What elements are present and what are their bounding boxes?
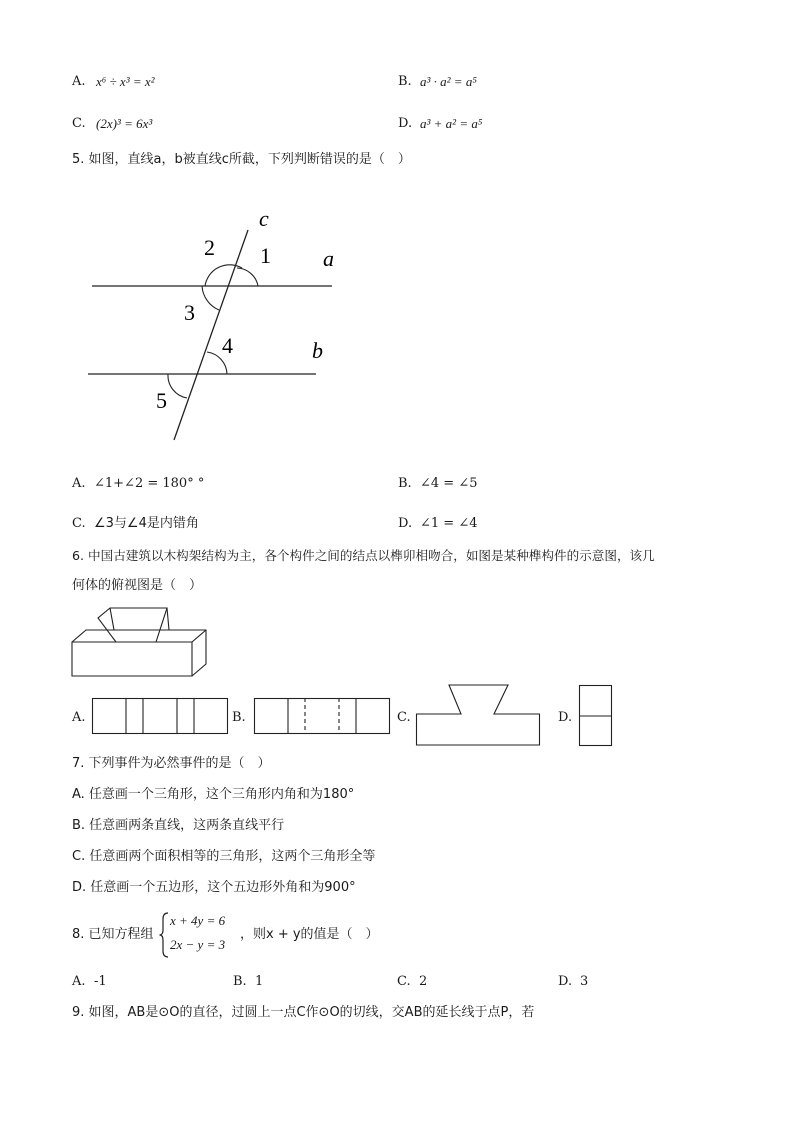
q5-option-b-text: ∠4 = ∠5 (420, 476, 478, 491)
q4-option-a-label: A. (72, 74, 86, 89)
q8-brace (159, 912, 169, 958)
q8-option-a-value: -1 (94, 974, 107, 989)
q8-option-c-label: C. (397, 974, 411, 989)
q8-equation-1: x + 4y = 6 (170, 913, 226, 928)
q9-stem: 9. 如图，AB是⊙O的直径，过圆上一点C作⊙O的切线，交AB的延长线于点P，若 (72, 1005, 535, 1020)
label-angle-1: 1 (260, 243, 271, 268)
q6-option-a-figure (92, 698, 228, 734)
label-a: a (323, 246, 334, 271)
angle-3-arc (202, 286, 219, 310)
q8-option-b-label: B. (233, 974, 247, 989)
q6-mortise-block-figure (72, 604, 208, 678)
label-b: b (312, 338, 323, 363)
q4-option-a-expr: x⁶ ÷ x³ = x² (96, 74, 155, 89)
angle-2-arc (205, 265, 242, 286)
label-angle-3: 3 (184, 300, 195, 325)
q4-option-c-label: C. (72, 116, 86, 131)
q6-option-b-label: B. (232, 710, 246, 725)
q8-stem-prefix: 8. 已知方程组 (72, 927, 154, 942)
q5-option-d-text: ∠1 = ∠4 (420, 516, 478, 531)
q8-option-a-label: A. (72, 974, 86, 989)
q8-option-d-value: 3 (580, 974, 589, 989)
q8-equation-2: 2x − y = 3 (170, 937, 226, 952)
q5-option-a-text: ∠1+∠2 = 180° ° (94, 476, 205, 491)
q5-option-d-label: D. (398, 516, 413, 531)
label-c: c (259, 206, 269, 231)
q4-option-c-expr: (2x)³ = 6x³ (96, 116, 153, 131)
q5-option-b-label: B. (398, 476, 412, 491)
q6-option-c-figure (416, 684, 540, 746)
q4-option-d-label: D. (398, 116, 413, 131)
q7-stem: 7. 下列事件为必然事件的是（ ） (72, 756, 271, 771)
q6-stem-line1: 6. 中国古建筑以木构架结构为主，各个构件之间的结点以榫卯相吻合，如图是某种榫构件的示意图，该几 (72, 548, 655, 563)
q6-option-c-label: C. (397, 710, 411, 725)
label-angle-4: 4 (222, 333, 233, 358)
q6-option-b-figure (254, 698, 390, 734)
q8-stem-suffix: ，则x + y的值是（ ） (240, 927, 379, 942)
line-c (174, 230, 248, 440)
q7-option-d: D. 任意画一个五边形，这个五边形外角和为900° (72, 880, 356, 895)
angle-5-arc (168, 374, 187, 398)
label-angle-2: 2 (204, 235, 215, 260)
label-angle-5: 5 (156, 388, 167, 413)
q7-option-b: B. 任意画两条直线，这两条直线平行 (72, 818, 285, 833)
q8-option-c-value: 2 (419, 974, 428, 989)
q7-option-c: C. 任意画两个面积相等的三角形，这两个三角形全等 (72, 849, 376, 864)
q5-stem: 5. 如图，直线a，b被直线c所截，下列判断错误的是（ ） (72, 152, 411, 167)
q5-parallel-lines-figure (80, 200, 380, 460)
q4-option-d-expr: a³ + a² = a⁵ (420, 116, 483, 131)
q6-option-d-figure (579, 685, 613, 747)
q5-option-c-text: ∠3与∠4是内错角 (94, 516, 199, 531)
q5-option-a-label: A. (72, 476, 86, 491)
q4-option-b-expr: a³ · a² = a⁵ (420, 74, 477, 89)
q8-option-b-value: 1 (255, 974, 264, 989)
q6-option-d-label: D. (558, 710, 573, 725)
q6-option-a-label: A. (72, 710, 86, 725)
q5-option-c-label: C. (72, 516, 86, 531)
q8-option-d-label: D. (558, 974, 573, 989)
q4-option-b-label: B. (398, 74, 412, 89)
angle-1-arc (237, 268, 258, 286)
q6-stem-line2: 何体的俯视图是（ ） (72, 578, 203, 593)
q7-option-a: A. 任意画一个三角形，这个三角形内角和为180° (72, 787, 355, 802)
